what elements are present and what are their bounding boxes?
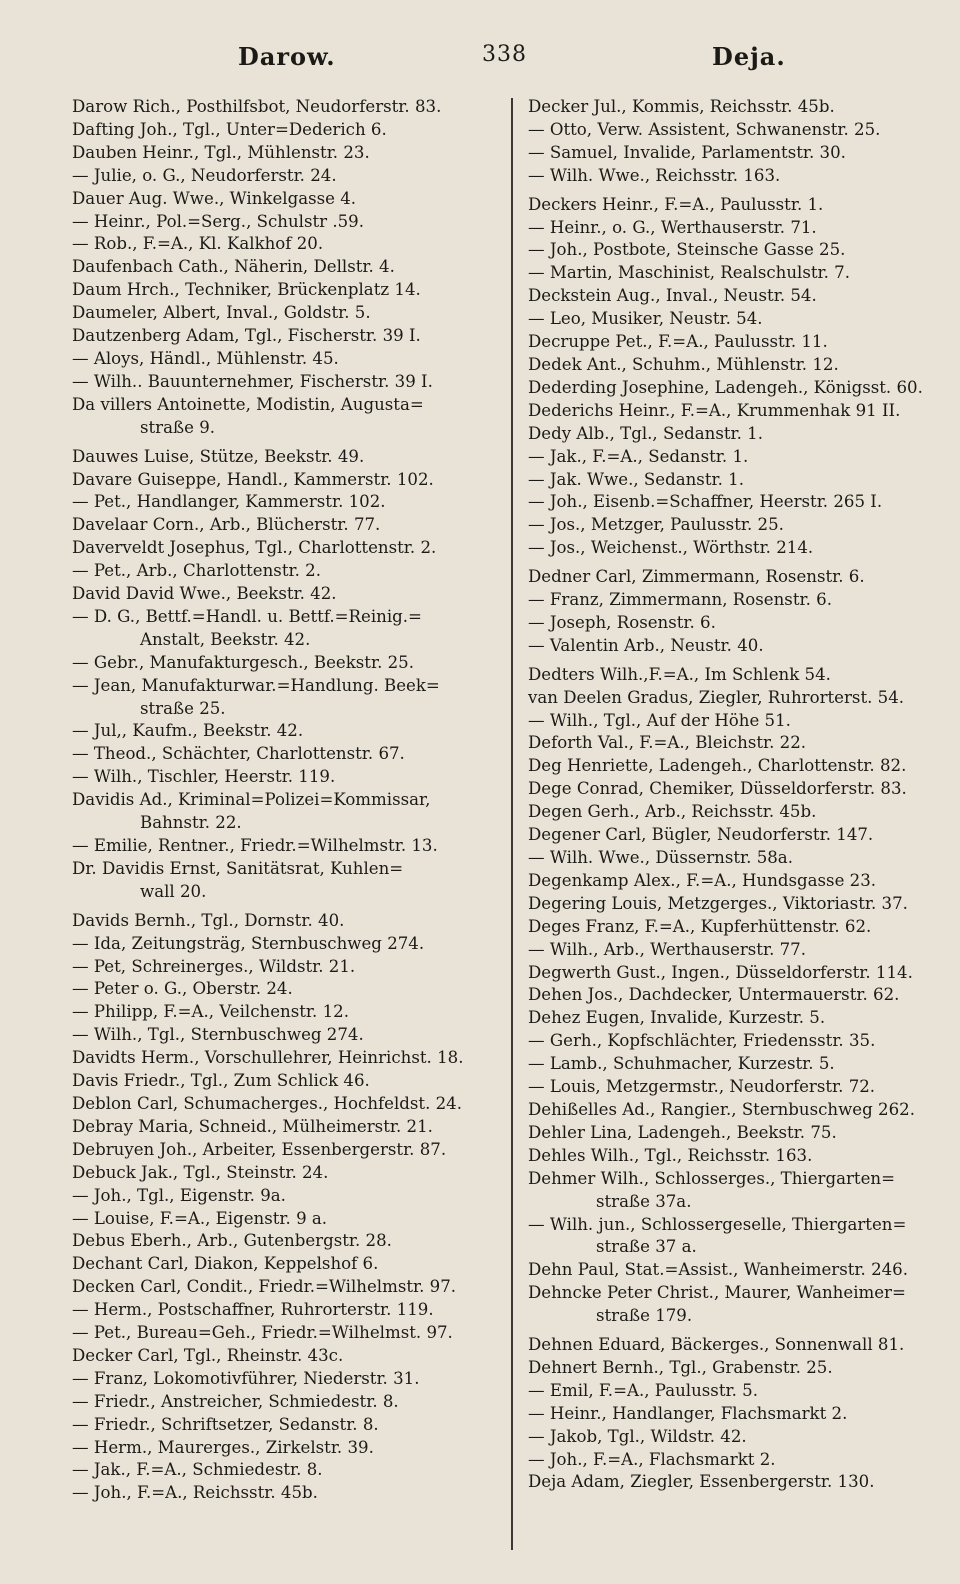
- directory-entry: — Wilh. Wwe., Reichsstr. 163.: [528, 165, 781, 185]
- directory-entry: Deblon Carl, Schumacherges., Hochfeldst. 24.: [72, 1093, 463, 1113]
- directory-entry: Dechant Carl, Diakon, Keppelshof 6.: [72, 1254, 379, 1274]
- directory-entry: — Herm., Maurerges., Zirkelstr. 39.: [72, 1437, 374, 1457]
- directory-entry: Degwerth Gust., Ingen., Düsseldorferstr. 114.: [528, 962, 913, 982]
- directory-entry: — Peter o. G., Oberstr. 24.: [72, 979, 293, 999]
- directory-entry: Decken Carl, Condit., Friedr.=Wilhelmstr. 97.: [72, 1277, 457, 1297]
- directory-entry: Dehez Eugen, Invalide, Kurzestr. 5.: [528, 1008, 826, 1028]
- directory-entry: — Wilh. Wwe., Düssernstr. 58a.: [528, 848, 793, 867]
- directory-entry: — Jak. Wwe., Sedanstr. 1.: [528, 469, 744, 489]
- directory-entry: — Joh., Eisenb.=Schaffner, Heerstr. 265 I.: [528, 492, 883, 512]
- directory-entry: Dederding Josephine, Ladengeh., Königsst. 60.: [528, 377, 923, 397]
- directory-entry: Degenkamp Alex., F.=A., Hundsgasse 23.: [528, 870, 877, 890]
- directory-entry: Debus Eberh., Arb., Gutenbergstr. 28.: [72, 1231, 392, 1251]
- directory-entry: — Joh., F.=A., Reichsstr. 45b.: [72, 1483, 318, 1503]
- directory-entry: Degen Gerh., Arb., Reichsstr. 45b.: [528, 802, 817, 822]
- directory-entry: David David Wwe., Beekstr. 42.: [72, 584, 337, 604]
- directory-entry: Dederichs Heinr., F.=A., Krummenhak 91 II.: [528, 400, 901, 420]
- directory-entry: Debray Maria, Schneid., Mülheimerstr. 21.: [72, 1116, 433, 1136]
- directory-entry: — Aloys, Händl., Mühlenstr. 45.: [72, 348, 339, 368]
- directory-entry: — Herm., Postschaffner, Ruhrorterstr. 119.: [72, 1300, 434, 1320]
- directory-entry: Dauer Aug. Wwe., Winkelgasse 4.: [72, 188, 357, 208]
- directory-entry: Dehles Wilh., Tgl., Reichsstr. 163.: [528, 1145, 813, 1165]
- directory-entry: Dedek Ant., Schuhm., Mühlenstr. 12.: [528, 354, 839, 374]
- directory-entry: Davidis Ad., Kriminal=Polizei=Kommissar,: [72, 790, 431, 810]
- directory-entry: — Gerh., Kopfschlächter, Friedensstr. 35.: [528, 1031, 876, 1051]
- directory-entry: straße 37 a.: [596, 1237, 697, 1257]
- directory-entry: Dehn Paul, Stat.=Assist., Wanheimerstr. 246.: [528, 1260, 909, 1280]
- page-number: 338: [482, 42, 527, 67]
- directory-entry: — Leo, Musiker, Neustr. 54.: [528, 309, 763, 329]
- directory-entry: Dehnert Bernh., Tgl., Grabenstr. 25.: [528, 1357, 833, 1377]
- directory-entry: Dedters Wilh.,F.=A., Im Schlenk 54.: [528, 664, 831, 684]
- directory-entry: — Emilie, Rentner., Friedr.=Wilhelmstr. 13.: [72, 836, 438, 855]
- directory-entry: straße 25.: [140, 698, 226, 718]
- directory-entry: Davelaar Corn., Arb., Blücherstr. 77.: [72, 515, 381, 535]
- directory-entry: Dehler Lina, Ladengeh., Beekstr. 75.: [528, 1122, 837, 1142]
- directory-entry: — Otto, Verw. Assistent, Schwanenstr. 25.: [528, 119, 881, 139]
- directory-entry: — Friedr., Anstreicher, Schmiedestr. 8.: [72, 1391, 399, 1411]
- directory-entry: — D. G., Bettf.=Handl. u. Bettf.=Reinig.=: [72, 606, 422, 626]
- directory-entry: Dauben Heinr., Tgl., Mühlenstr. 23.: [72, 142, 370, 162]
- directory-entry: — Wilh., Tgl., Sternbuschweg 274.: [72, 1025, 364, 1045]
- directory-entry: Dr. Davidis Ernst, Sanitätsrat, Kuhlen=: [72, 858, 404, 878]
- directory-entry: Dauwes Luise, Stütze, Beekstr. 49.: [72, 446, 365, 466]
- directory-entry: — Wilh.. Bauunternehmer, Fischerstr. 39 I.: [72, 371, 433, 391]
- directory-entry: — Heinr., Handlanger, Flachsmarkt 2.: [528, 1403, 848, 1423]
- directory-entry: — Heinr., o. G., Werthauserstr. 71.: [528, 217, 817, 237]
- directory-entry: Degering Louis, Metzgerges., Viktoriastr. 37.: [528, 893, 908, 913]
- directory-entry: — Jos., Metzger, Paulusstr. 25.: [528, 515, 784, 535]
- directory-entry: — Wilh., Tgl., Auf der Höhe 51.: [528, 710, 791, 730]
- directory-entry: Deja Adam, Ziegler, Essenbergerstr. 130.: [528, 1472, 875, 1492]
- directory-entry: Daumeler, Albert, Inval., Goldstr. 5.: [72, 303, 371, 323]
- directory-entry: — Pet, Schreinerges., Wildstr. 21.: [72, 956, 356, 976]
- directory-entry: Dehnen Eduard, Bäckerges., Sonnenwall 81.: [528, 1335, 905, 1355]
- header-left-keyword: Darow.: [238, 42, 336, 71]
- directory-entry: Debuck Jak., Tgl., Steinstr. 24.: [72, 1162, 329, 1182]
- directory-entry: — Wilh., Tischler, Heerstr. 119.: [72, 767, 336, 787]
- directory-entry: Decker Jul., Kommis, Reichsstr. 45b.: [528, 97, 835, 116]
- directory-entry: Dedy Alb., Tgl., Sedanstr. 1.: [528, 423, 764, 443]
- directory-entry: — Jakob, Tgl., Wildstr. 42.: [528, 1426, 747, 1446]
- directory-entry: — Franz, Lokomotivführer, Niederstr. 31.: [72, 1368, 420, 1388]
- directory-entry: — Louise, F.=A., Eigenstr. 9 a.: [72, 1208, 328, 1228]
- directory-entry: Deforth Val., F.=A., Bleichstr. 22.: [528, 733, 807, 753]
- column-divider: [511, 98, 513, 1550]
- directory-entry: Davare Guiseppe, Handl., Kammerstr. 102.: [72, 469, 434, 489]
- directory-entry: Deges Franz, F.=A., Kupferhüttenstr. 62.: [528, 916, 872, 936]
- directory-entry: straße 179.: [596, 1306, 693, 1326]
- directory-entry: Degener Carl, Bügler, Neudorferstr. 147.: [528, 825, 874, 845]
- directory-entry: — Jul,, Kaufm., Beekstr. 42.: [72, 721, 304, 741]
- directory-entry: — Joh., Postbote, Steinsche Gasse 25.: [528, 240, 846, 260]
- directory-entry: Dehncke Peter Christ., Maurer, Wanheimer=: [528, 1283, 906, 1303]
- directory-entry: Davidts Herm., Vorschullehrer, Heinrichst. 18.: [72, 1048, 464, 1068]
- directory-entry: — Franz, Zimmermann, Rosenstr. 6.: [528, 590, 832, 610]
- directory-entry: — Theod., Schächter, Charlottenstr. 67.: [72, 744, 405, 764]
- directory-entry: — Joseph, Rosenstr. 6.: [528, 612, 716, 632]
- directory-entry: — Wilh., Arb., Werthauserstr. 77.: [528, 939, 807, 959]
- directory-entry: Deckers Heinr., F.=A., Paulusstr. 1.: [528, 194, 824, 214]
- page-header: [0, 42, 960, 82]
- directory-entry: — Philipp, F.=A., Veilchenstr. 12.: [72, 1002, 349, 1022]
- directory-entry: Dedner Carl, Zimmermann, Rosenstr. 6.: [528, 567, 865, 587]
- directory-entry: Daverveldt Josephus, Tgl., Charlottenstr. 2.: [72, 538, 437, 558]
- directory-entry: — Lamb., Schuhmacher, Kurzestr. 5.: [528, 1054, 835, 1074]
- directory-entry: Dege Conrad, Chemiker, Düsseldorferstr. 83.: [528, 779, 907, 799]
- directory-entry: — Ida, Zeitungsträg, Sternbuschweg 274.: [72, 933, 425, 953]
- directory-entry: — Louis, Metzgermstr., Neudorferstr. 72.: [528, 1077, 876, 1097]
- directory-entry: — Julie, o. G., Neudorferstr. 24.: [72, 165, 337, 185]
- directory-entry: — Gebr., Manufakturgesch., Beekstr. 25.: [72, 652, 415, 672]
- directory-entry: Dautzenberg Adam, Tgl., Fischerstr. 39 I.: [72, 326, 421, 346]
- directory-entry: — Jos., Weichenst., Wörthstr. 214.: [528, 538, 814, 558]
- directory-entry: Dafting Joh., Tgl., Unter=Dederich 6.: [72, 119, 387, 139]
- directory-entry: — Pet., Bureau=Geh., Friedr.=Wilhelmst. 97.: [72, 1323, 453, 1343]
- directory-entry: — Joh., Tgl., Eigenstr. 9a.: [72, 1185, 286, 1205]
- directory-entry: Dehen Jos., Dachdecker, Untermauerstr. 62.: [528, 985, 900, 1005]
- left-column: [72, 96, 500, 1505]
- directory-entry: wall 20.: [140, 881, 207, 901]
- directory-entry: — Heinr., Pol.=Serg., Schulstr .59.: [72, 211, 365, 231]
- directory-entry: Decruppe Pet., F.=A., Paulusstr. 11.: [528, 332, 828, 352]
- directory-entry: Debruyen Joh., Arbeiter, Essenbergerstr. 87.: [72, 1139, 447, 1159]
- directory-entry: — Samuel, Invalide, Parlamentstr. 30.: [528, 142, 846, 162]
- directory-entry: — Pet., Arb., Charlottenstr. 2.: [72, 561, 321, 581]
- directory-entry: — Martin, Maschinist, Realschulstr. 7.: [528, 263, 850, 283]
- directory-entry: Davis Friedr., Tgl., Zum Schlick 46.: [72, 1071, 370, 1091]
- directory-entry: Dehmer Wilh., Schlosserges., Thiergarten=: [528, 1168, 896, 1188]
- directory-entry: Deg Henriette, Ladengeh., Charlottenstr. 82.: [528, 756, 907, 776]
- directory-entry: — Emil, F.=A., Paulusstr. 5.: [528, 1380, 758, 1400]
- directory-entry: — Friedr., Schriftsetzer, Sedanstr. 8.: [72, 1414, 379, 1434]
- directory-entry: — Jean, Manufakturwar.=Handlung. Beek=: [72, 675, 440, 695]
- directory-entry: Bahnstr. 22.: [140, 813, 242, 833]
- directory-entry: straße 9.: [140, 417, 216, 437]
- directory-entry: — Rob., F.=A., Kl. Kalkhof 20.: [72, 234, 324, 254]
- directory-entry: Darow Rich., Posthilfsbot, Neudorferstr. 83.: [72, 97, 442, 116]
- directory-entry: — Wilh. jun., Schlossergeselle, Thiergarten=: [528, 1214, 907, 1234]
- directory-entry: Daum Hrch., Techniker, Brückenplatz 14.: [72, 280, 421, 300]
- directory-entry: van Deelen Gradus, Ziegler, Ruhrorterst. 54.: [528, 687, 905, 707]
- directory-entry: — Joh., F.=A., Flachsmarkt 2.: [528, 1449, 776, 1469]
- directory-entry: Davids Bernh., Tgl., Dornstr. 40.: [72, 910, 345, 930]
- directory-entry: straße 37a.: [596, 1191, 692, 1211]
- directory-entry: Anstalt, Beekstr. 42.: [140, 629, 311, 649]
- right-column: [528, 96, 954, 1494]
- directory-entry: Dehißelles Ad., Rangier., Sternbuschweg 262.: [528, 1099, 915, 1119]
- directory-entry: — Jak., F.=A., Sedanstr. 1.: [528, 446, 749, 466]
- directory-entry: Deckstein Aug., Inval., Neustr. 54.: [528, 286, 817, 306]
- directory-entry: — Valentin Arb., Neustr. 40.: [528, 635, 764, 655]
- header-right-keyword: Deja.: [712, 42, 786, 71]
- directory-entry: Decker Carl, Tgl., Rheinstr. 43c.: [72, 1345, 344, 1365]
- directory-entry: Da villers Antoinette, Modistin, Augusta=: [72, 394, 424, 414]
- directory-entry: — Jak., F.=A., Schmiedestr. 8.: [72, 1460, 323, 1480]
- directory-entry: — Pet., Handlanger, Kammerstr. 102.: [72, 492, 386, 512]
- directory-entry: Daufenbach Cath., Näherin, Dellstr. 4.: [72, 257, 395, 277]
